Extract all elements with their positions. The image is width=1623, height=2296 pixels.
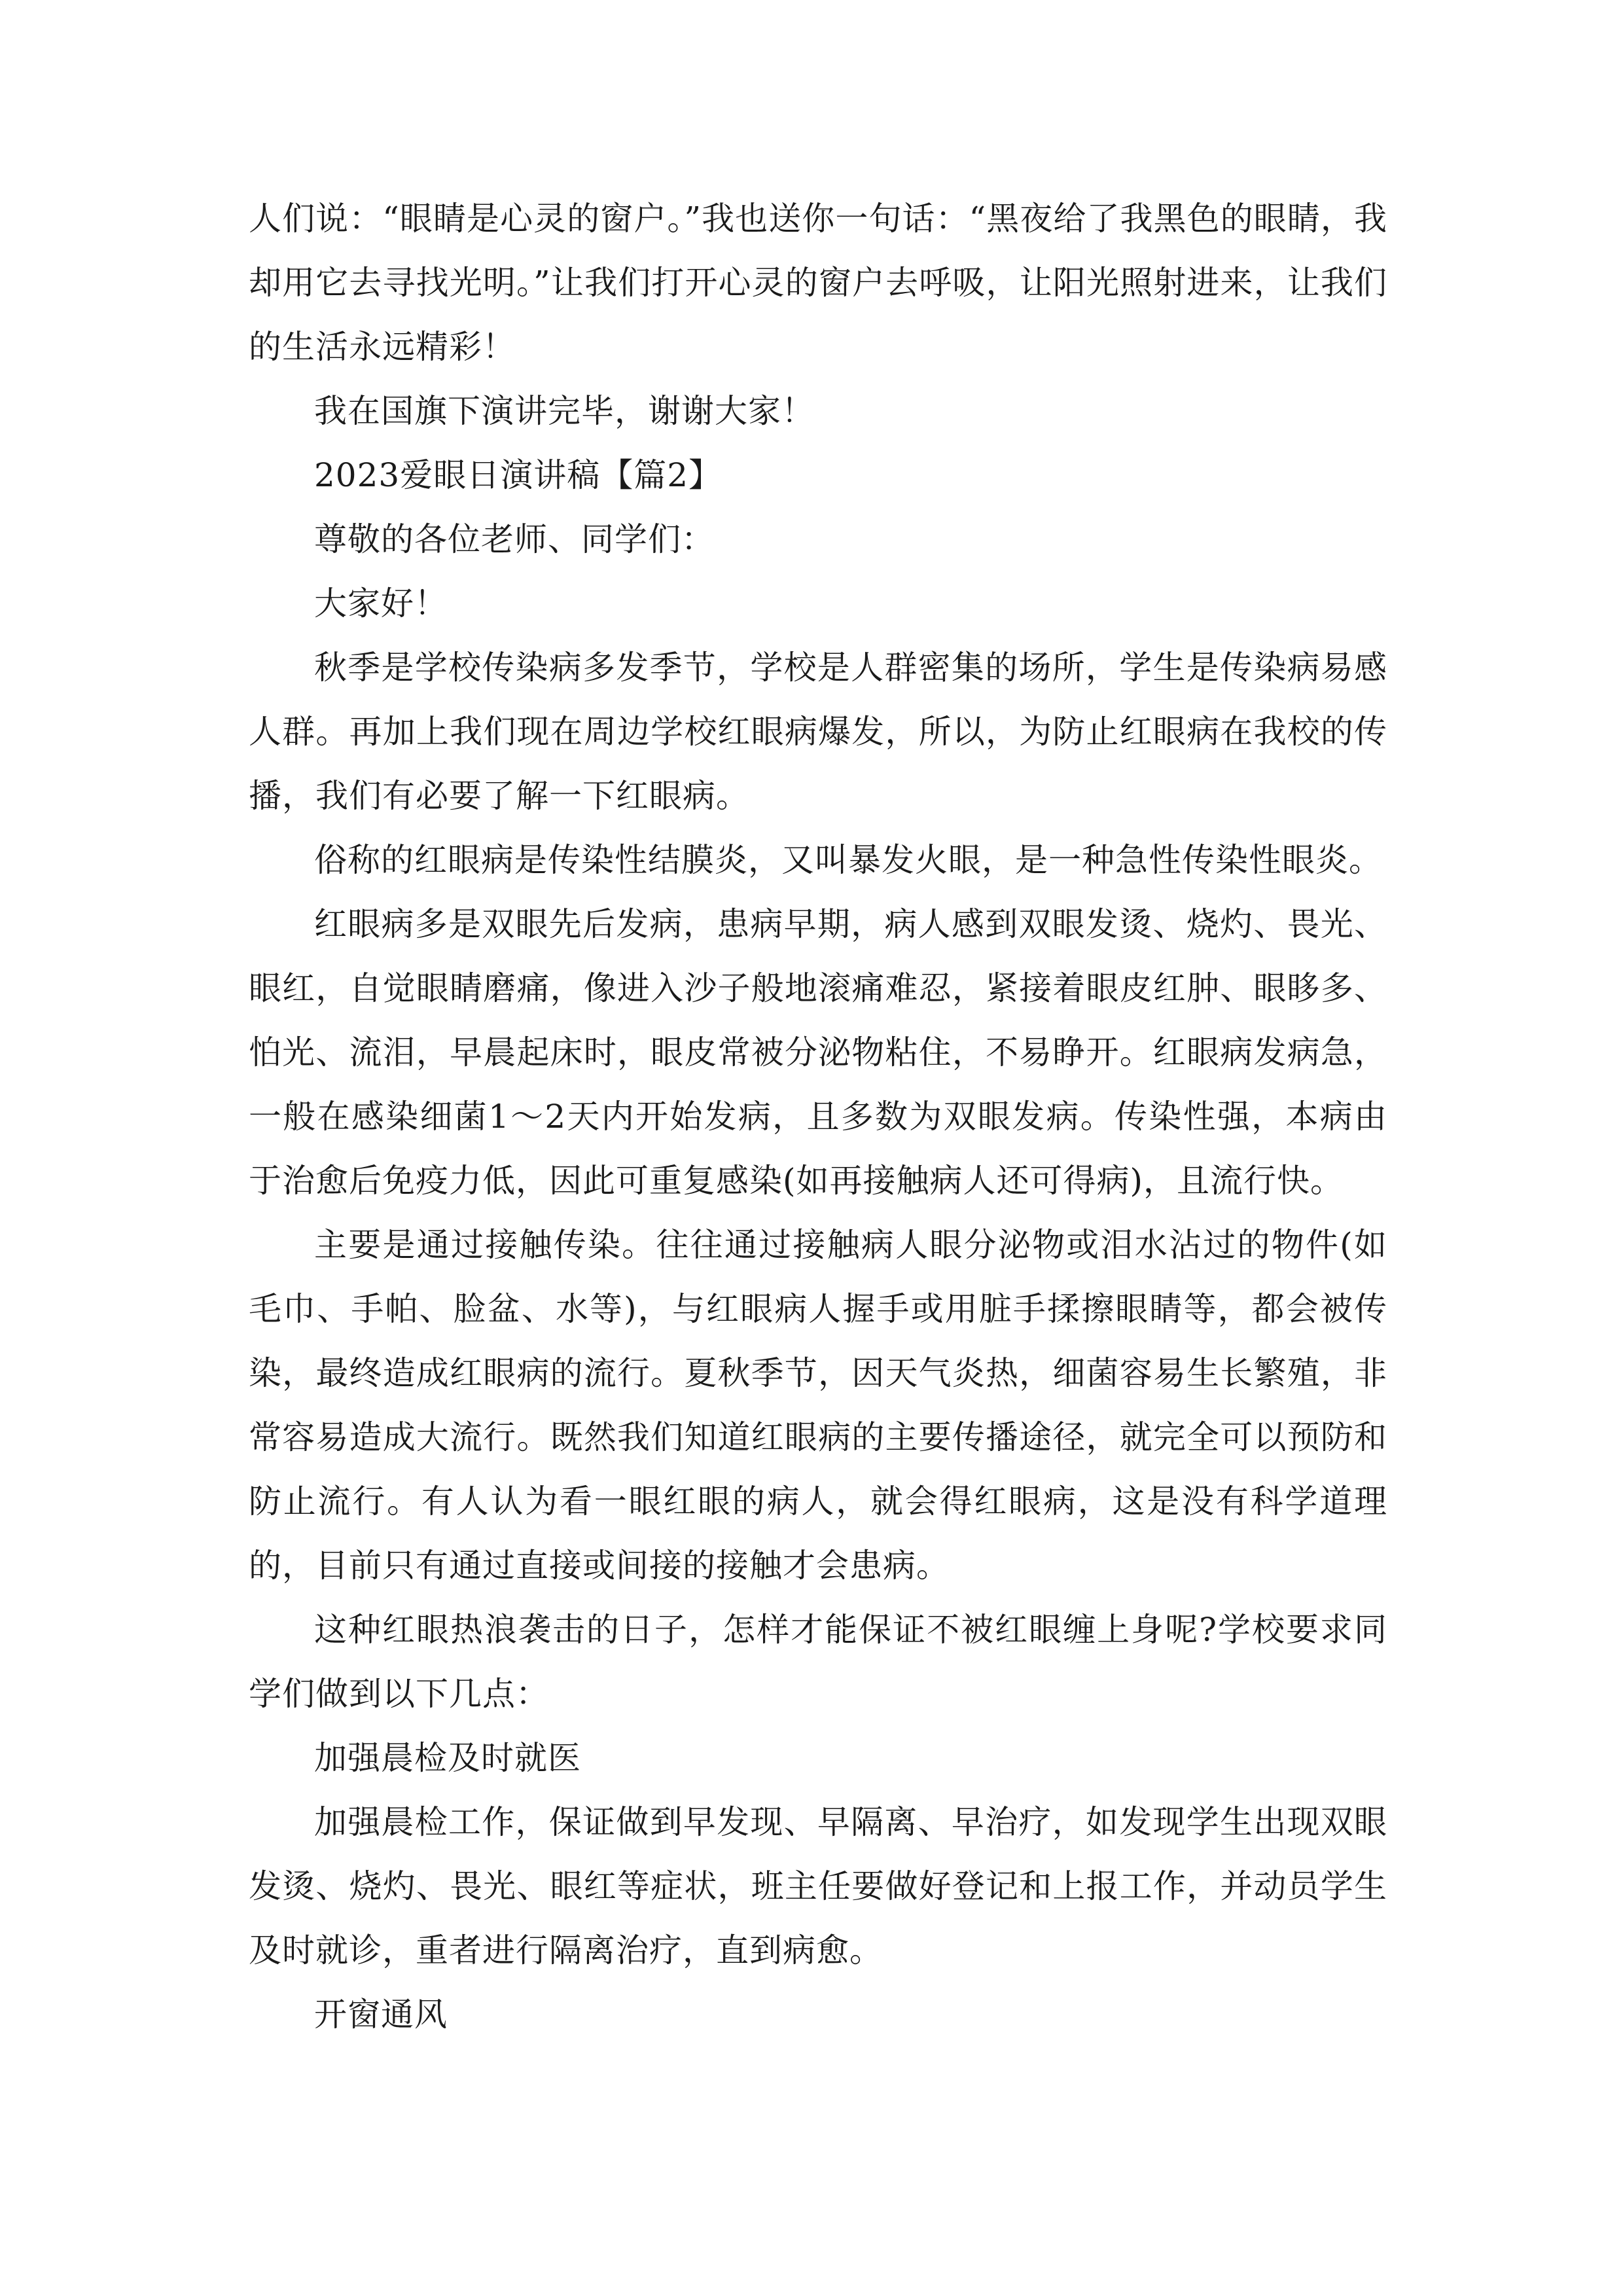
section-heading-part-2: 2023爱眼日演讲稿【篇2】 bbox=[314, 456, 722, 494]
paragraph-closing-quote: 人们说：“眼睛是心灵的窗户。”我也送你一句话：“黑夜给了我黑色的眼睛，我却用它去寻找光明。”让我们打开心灵的窗户去呼吸，让阳光照射进来，让我们的生活永远精彩！ bbox=[249, 200, 1387, 366]
paragraph-requirements-intro: 这种红眼热浪袭击的日子，怎样才能保证不被红眼缠上身呢?学校要求同学们做到以下几点： bbox=[249, 1611, 1387, 1713]
paragraph-transmission: 主要是通过接触传染。往往通过接触病人眼分泌物或泪水沾过的物件(如毛巾、手帕、脸盆、水等)，与红眼病人握手或用脏手揉擦眼睛等，都会被传染，最终造成红眼病的流行。夏秋季节，因天气炎热，细菌容易生长繁殖，非常容易造成大流行。既然我们知道红眼病的主要传播途径，就完全可以预防和防止流行。有人认为看一眼红眼的病人，就会得红眼病，这是没有科学道理的，目前只有通过直接或间接的接触才会患病。 bbox=[249, 1226, 1387, 1585]
paragraph-definition: 俗称的红眼病是传染性结膜炎，又叫暴发火眼，是一种急性传染性眼炎。 bbox=[314, 841, 1382, 879]
subheading-ventilation: 开窗通风 bbox=[314, 1996, 448, 2034]
document-body bbox=[249, 187, 1387, 2047]
paragraph-symptoms: 红眼病多是双眼先后发病，患病早期，病人感到双眼发烫、烧灼、畏光、眼红，自觉眼睛磨痛，像进入沙子般地滚痛难忍，紧接着眼皮红肿、眼眵多、怕光、流泪，早晨起床时，眼皮常被分泌物粘住，不易睁开。红眼病发病急，一般在感染细菌1～2天内开始发病，且多数为双眼发病。传染性强，本病由于治愈后免疫力低，因此可重复感染(如再接触病人还可得病)，且流行快。 bbox=[249, 905, 1387, 1200]
paragraph-morning-check: 加强晨检工作，保证做到早发现、早隔离、早治疗，如发现学生出现双眼发烫、烧灼、畏光、眼红等症状，班主任要做好登记和上报工作，并动员学生及时就诊，重者进行隔离治疗，直到病愈。 bbox=[249, 1803, 1387, 1969]
paragraph-salutation: 尊敬的各位老师、同学们： bbox=[314, 520, 715, 558]
paragraph-thanks: 我在国旗下演讲完毕，谢谢大家！ bbox=[314, 392, 815, 430]
paragraph-autumn-season: 秋季是学校传染病多发季节，学校是人群密集的场所，学生是传染病易感人群。再加上我们现在周边学校红眼病爆发，所以，为防止红眼病在我校的传播，我们有必要了解一下红眼病。 bbox=[249, 649, 1387, 815]
paragraph-greeting: 大家好！ bbox=[314, 584, 448, 622]
subheading-morning-check: 加强晨检及时就医 bbox=[314, 1739, 581, 1777]
